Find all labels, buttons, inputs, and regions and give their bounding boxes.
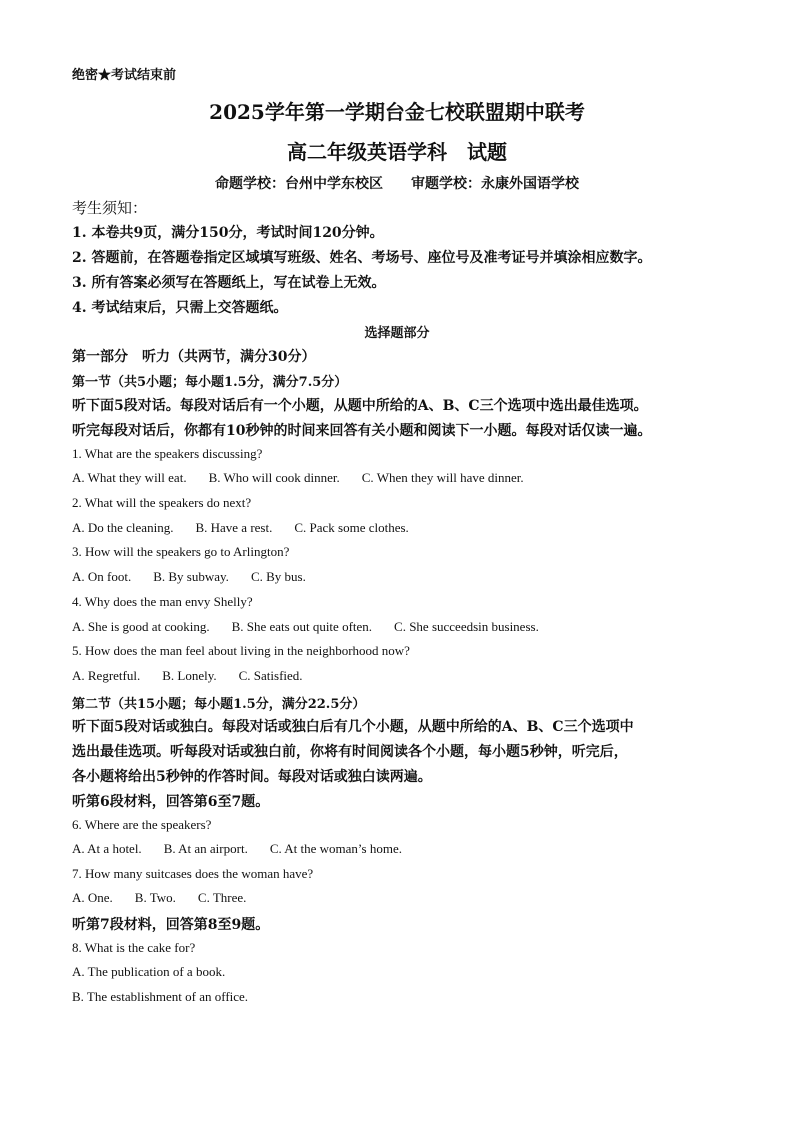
sec2-heading: 第二节（共15小题；每小题1.5分，满分22.5分） [72,697,366,712]
exam-subtitle: 高二年级英语学科 试题 [287,140,507,164]
option-b: B. Have a rest. [195,520,273,535]
sec2-instructions: 选出最佳选项。听每段对话或独白前，你将有时间阅读各个小题，每小题5秒钟，听完后， [72,744,628,760]
question-options [72,520,409,536]
question-stem: 7. How many suitcases does the woman have? [72,866,314,881]
sec2-instructions: 各小题将给出5秒钟的作答时间。每段对话或独白读两遍。 [72,769,432,785]
section-title: 选择题部分 [364,326,430,341]
question-options [72,668,303,684]
school-info: 命题学校：台州中学东校区 审题学校：永康外国语学校 [215,176,579,192]
notice-item: 3. 所有答案必须写在答题纸上，写在试卷上无效。 [72,275,386,291]
question-stem: 3. How will the speakers go to Arlington? [72,544,290,559]
option-a: A. What they will eat. [72,470,187,485]
option-c: C. Satisfied. [238,668,303,683]
material-heading: 听第7段材料，回答第8至9题。 [72,917,270,933]
option-a: A. At a hotel. [72,841,142,856]
option-c: C. When they will have dinner. [361,470,524,485]
option-a: A. Do the cleaning. [72,520,174,535]
sec2-instructions: 听下面5段对话或独白。每段对话或独白后有几个小题，从题中所给的A、B、C三个选项中 [72,719,634,735]
question-options [72,569,306,585]
question-options [72,841,402,857]
material-heading: 听第6段材料，回答第6至7题。 [72,794,270,810]
question-stem: 4. Why does the man envy Shelly? [72,594,253,609]
option-c: C. Three. [197,890,247,905]
option-a: A. She is good at cooking. [72,619,210,634]
notice-item: 1. 本卷共9页，满分150分，考试时间120分钟。 [72,225,384,241]
option-c: C. At the woman’s home. [269,841,402,856]
question-stem: 6. Where are the speakers? [72,817,212,832]
part1-heading: 第一部分 听力（共两节，满分30分） [72,349,316,365]
notice-item: 4. 考试结束后，只需上交答题纸。 [72,300,288,316]
question-stem: 5. How does the man feel about living in the neighborhood now? [72,643,410,658]
sec1-instructions: 听下面5段对话。每段对话后有一个小题，从题中所给的A、B、C三个选项中选出最佳选项。 [72,398,648,414]
option-c: C. She succeedsin business. [394,619,539,634]
question-options [72,890,246,906]
option-b: B. She eats out quite often. [231,619,373,634]
option-b: B. At an airport. [163,841,248,856]
sec1-instructions: 听完每段对话后，你都有10秒钟的时间来回答有关小题和阅读下一小题。每段对话仅读一遍。 [72,423,652,439]
option-b: B. Lonely. [162,668,217,683]
option-a: A. On foot. [72,569,132,584]
option-a: A. One. [72,890,113,905]
option-c: C. Pack some clothes. [294,520,409,535]
option-a: A. The publication of a book. [72,964,226,979]
option-b: B. Who will cook dinner. [208,470,340,485]
exam-title: 2025学年第一学期台金七校联盟期中联考 [209,100,585,124]
sec1-heading: 第一节（共5小题；每小题1.5分，满分7.5分） [72,375,348,390]
option-a: A. Regretful. [72,668,141,683]
question-stem: 1. What are the speakers discussing? [72,446,263,461]
option-c: C. By bus. [250,569,306,584]
confidential-label: 绝密★考试结束前 [72,68,177,83]
notice-item: 2. 答题前，在答题卷指定区域填写班级、姓名、考场号、座位号及准考证号并填涂相应数字。 [72,250,652,266]
option-b: B. Two. [134,890,176,905]
option-b: B. By subway. [153,569,229,584]
question-stem: 8. What is the cake for? [72,940,196,955]
question-options [72,470,524,486]
question-options [72,619,539,635]
option-b: B. The establishment of an office. [72,989,249,1004]
question-stem: 2. What will the speakers do next? [72,495,252,510]
notice-heading: 考生须知： [72,199,148,217]
